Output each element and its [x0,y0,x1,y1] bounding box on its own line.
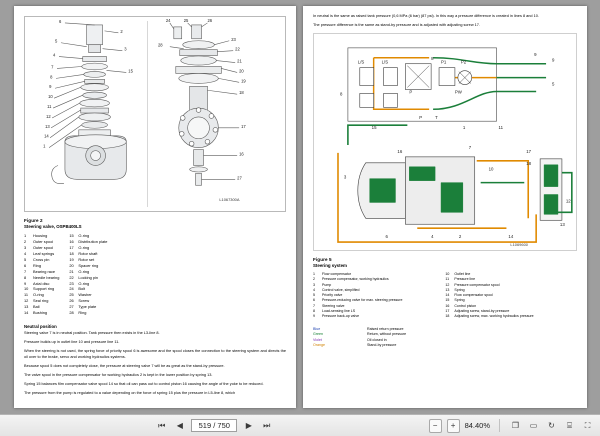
svg-text:23: 23 [231,36,236,42]
neutral-position-heading: Neutral position [24,324,57,330]
color-key [313,327,577,349]
list-item: 7 Steering valve [313,303,345,308]
list-item: 15 O-ring [69,233,90,238]
first-page-button[interactable]: ⏮ [158,420,166,430]
fullscreen-icon[interactable]: ⛶ [584,420,591,430]
list-item: 20 Spacer ring [69,262,99,268]
svg-text:8: 8 [339,91,343,97]
list-item: 23 O-ring [69,280,90,286]
page-indicator-input[interactable]: 519 / 750 [191,419,237,432]
zoom-group[interactable] [429,419,594,433]
list-item: 19 Rotor set [69,256,95,262]
list-item: 2 Pressure compensator, working hydraulics [313,277,389,282]
figure-2-legend [24,233,286,316]
svg-text:22: 22 [235,46,240,52]
paragraph: Pressure builds up in outlet line 10 and pressure line 11. [24,340,120,345]
color-name: Blue [313,326,321,331]
svg-text:15: 15 [371,125,377,131]
figure-2-illustration [24,16,286,212]
svg-text:21: 21 [237,58,242,64]
list-item: 12 Pressure compensator spool [445,282,500,287]
svg-text:16: 16 [397,148,403,154]
last-page-button[interactable]: ⏭ [263,420,271,430]
svg-text:14: 14 [44,133,49,139]
paragraph: The valve spool in the pressure compensator for working hydraulics 2 is kept in the lower position by spring 13. [24,372,213,377]
list-item: 13 Spring [445,287,465,292]
list-item: 1 Flow compensator [313,271,351,276]
svg-text:14: 14 [508,234,514,240]
list-item: 13 Ball [24,304,40,310]
svg-text:25: 25 [183,17,189,23]
svg-text:12: 12 [46,113,51,119]
list-item: 27 Type plate [69,304,97,310]
list-item: 16 Control piston [445,303,477,308]
list-item: 14 Flow compensator spool [445,293,493,298]
color-key-names [313,327,359,349]
list-item: 9 Pressure back-up valve [313,314,360,319]
svg-text:12: 12 [565,198,571,204]
svg-text:6: 6 [58,18,62,24]
svg-text:4: 4 [431,234,434,240]
svg-text:5: 5 [55,38,58,44]
list-item: 16 Distribution plate [69,238,108,244]
svg-text:19: 19 [241,78,246,84]
figure-5-hydraulic-schematic [313,33,577,251]
list-item: 11 O-ring [24,292,44,298]
list-item: 18 Rotor shaft [69,250,98,256]
list-item: 6 Ring [24,262,42,268]
svg-text:10: 10 [48,94,53,100]
svg-text:7: 7 [468,144,472,150]
list-item: 26 Screw [69,298,90,304]
svg-text:P1: P1 [441,59,447,65]
list-item: 22 Locking pin [69,274,99,280]
paragraph: The pressure from the pump is regulated to a value depending on the force of spring 15 plus the pressure in L5-line 8, which [24,390,236,395]
figure-2-subtitle: Steering valve, OSPB400LS [24,224,82,229]
svg-text:L/S: L/S [381,59,389,65]
zoom-level-label[interactable]: 84.40% [464,421,490,430]
list-item: 10 Outlet line [445,271,471,276]
svg-text:8: 8 [431,55,434,61]
paragraph: In neutral is the same as raised tank pressure (0,6 MPa (6 bar) (87 psi). In this way a pressure difference is created in lines 8 and 10. [313,14,539,18]
figure-divider [147,21,148,207]
list-item: 2 Outer spool [24,238,54,244]
list-item: 12 Seal ring [24,298,49,304]
figure-5-caption: Figure 5 [313,256,332,262]
list-item: 21 O-ring [69,268,90,274]
page-navigation-group[interactable] [155,419,273,433]
svg-text:20: 20 [239,68,244,74]
list-item: 5 Priority valve [313,293,343,298]
svg-text:1: 1 [462,125,466,131]
page-layout-icon[interactable]: ⌸ [567,420,572,430]
svg-text:10: 10 [488,166,494,172]
paragraph: When the steering is not used, the spring force of priority spool 6 is awesome and the spool closes the connection to the steering system and directs the oil over to the brake, servo and working hydraulics systems. [24,349,286,359]
list-item: 1 Housing [24,233,48,238]
svg-text:1: 1 [43,143,46,149]
prev-page-button[interactable]: ◀ [176,421,183,430]
list-item: 15 Spring [445,298,465,303]
list-item: 17 O-ring [69,244,90,250]
color-meaning: Stand-by pressure [367,342,397,347]
color-name: Orange [313,342,325,347]
svg-text:T: T [435,115,438,121]
svg-text:28: 28 [157,42,163,48]
document-page-right [303,6,587,408]
svg-text:8: 8 [50,74,53,80]
zoom-in-button[interactable]: + [447,419,460,433]
color-name: Green [313,332,323,337]
list-item: 28 Ring [69,310,87,316]
list-item: 25 Washer [69,292,92,298]
svg-text:4: 4 [53,52,56,58]
svg-text:17: 17 [241,123,246,129]
svg-text:L/S: L/S [357,59,365,65]
list-item: 24 Bolt [69,286,86,292]
svg-text:3: 3 [343,174,347,180]
svg-text:11: 11 [498,125,504,131]
svg-text:3: 3 [124,46,127,52]
svg-text:9: 9 [552,57,555,63]
color-meaning: Oil closed in [367,337,387,342]
list-item: 18 Adjusting screw, max. working hydraulics pressure [445,314,534,319]
svg-text:11: 11 [47,104,52,110]
list-item: 4 Leaf springs [24,250,55,256]
svg-text:P: P [409,89,413,95]
svg-text:18: 18 [239,90,244,96]
svg-text:26: 26 [207,17,213,23]
svg-text:7: 7 [51,64,54,70]
list-item: 6 Pressure-reducing valve for max. steering pressure [313,298,403,303]
list-item: 11 Pressure line [445,277,476,282]
color-key-meanings [367,327,406,349]
steering-system-diagram [314,34,576,250]
list-item: 7 Bearing race [24,268,56,274]
list-item: 4 Control valve, simplified [313,287,360,292]
svg-text:17: 17 [526,148,532,154]
legend-column-2 [445,272,577,320]
figure-2-caption: Figure 2 [24,218,43,223]
svg-text:13: 13 [559,222,565,228]
list-item: 8 Needle bearing [24,274,60,280]
document-page-left [14,6,296,408]
paragraph: Because spool 5 does not completely close, the pressure at steering valve 7 will be as great as the stand-by pressure. [24,363,225,368]
rotate-icon[interactable]: ↻ [548,421,555,430]
list-item: 10 Support ring [24,286,55,292]
svg-text:18: 18 [526,160,532,166]
svg-text:5: 5 [552,81,555,87]
svg-text:2: 2 [120,28,123,34]
color-meaning: Return, without pressure [367,332,407,337]
paragraph: The pressure difference is the same as stand-by pressure and is adjusted with adjusting screw 17. [313,22,481,27]
figure-plate-code: L1067300A [219,197,240,203]
figure-5-subtitle: Steering system [313,262,347,268]
figure-5-legend [313,272,577,320]
svg-text:9: 9 [534,51,537,57]
list-item: 3 Pump [313,282,332,287]
fit-page-icon[interactable]: ❐ [511,421,520,430]
legend-column-2 [69,233,107,316]
list-item: 9 Axial disc [24,280,50,286]
legend-column-1 [313,272,439,320]
next-page-button[interactable]: ▶ [245,421,252,430]
svg-text:9: 9 [49,84,52,90]
viewer-toolbar[interactable] [0,414,600,436]
color-name: Violet [313,337,322,342]
list-item: 3 Outer spool [24,244,54,250]
svg-text:13: 13 [45,123,50,129]
svg-text:24: 24 [165,17,171,23]
paragraph: Steering valve 7 is in neutral position. Tank pressure then exists in the L3-line 8. [24,331,160,336]
list-item: 17 Adjusting screw, stand-by pressure [445,309,510,314]
svg-text:2: 2 [458,234,462,240]
svg-text:P: P [419,115,423,121]
svg-text:L1069600: L1069600 [510,241,528,247]
list-item: 8 Load-sensing line LS [313,309,356,314]
svg-text:15: 15 [128,68,133,74]
steering-valve-exploded-view [25,17,285,211]
toolbar-separator [499,419,500,432]
svg-text:16: 16 [239,151,244,157]
svg-text:PW: PW [454,89,462,95]
color-meaning: Raised return pressure [367,326,404,331]
fit-width-icon[interactable]: ▭ [529,421,538,430]
svg-text:27: 27 [237,175,242,181]
svg-text:P2: P2 [460,59,467,65]
list-item: 14 Bushing [24,310,48,316]
paragraph: Spring 15 balances film compensator valve spool 14 so that oil can pass out to control piston 16 causing the angle of the yoke to be reduced. [24,381,264,386]
zoom-out-button[interactable]: − [429,419,442,433]
legend-column-1 [24,233,59,316]
list-item: 5 Cross pin [24,256,50,262]
svg-text:6: 6 [385,234,388,240]
